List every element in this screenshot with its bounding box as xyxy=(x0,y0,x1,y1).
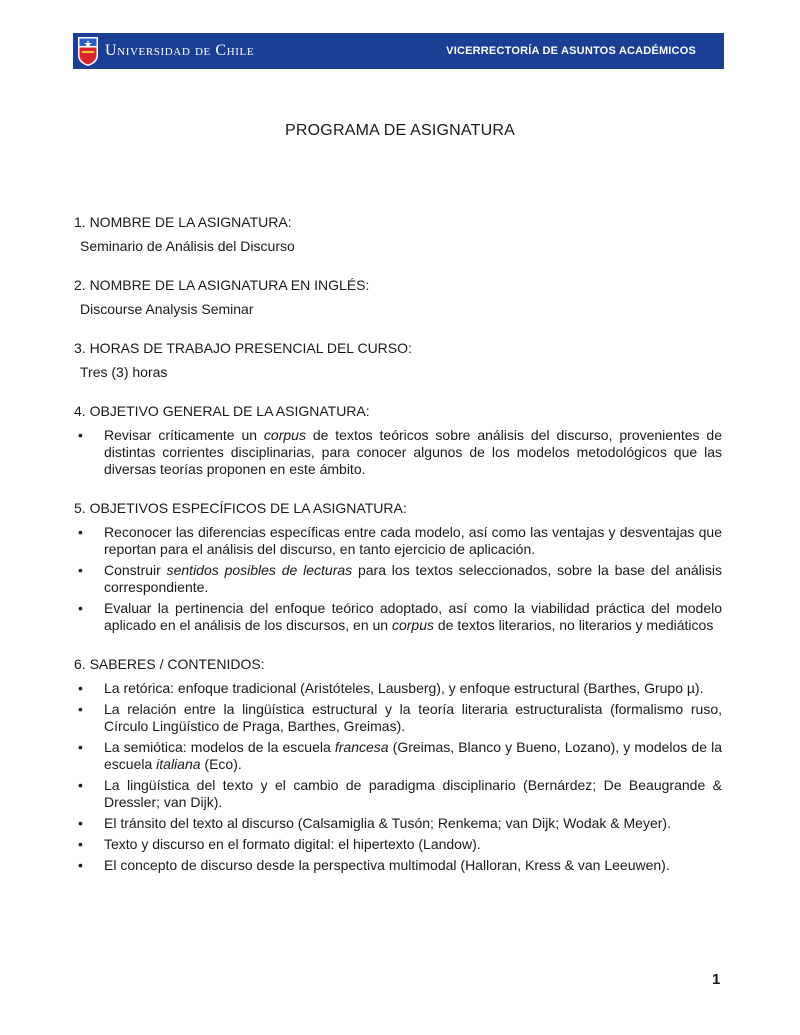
list-item: • El concepto de discurso desde la perspectiva multimodal (Halloran, Kress & van Leeuwen). xyxy=(78,857,670,873)
section-course-name xyxy=(74,214,722,255)
bullet-icon: • xyxy=(78,524,83,540)
section-heading: 2. NOMBRE DE LA ASIGNATURA EN INGLÉS: xyxy=(74,277,370,293)
list-item: • Reconocer las diferencias específicas entre cada modelo, así como las ventajas y desventajas que reportan para el análisis del discurso, en tanto ejercicio de aplicación. xyxy=(78,524,722,557)
list-item: • La lingüística del texto y el cambio de paradigma disciplinario (Bernárdez; De Beaugrande & Dressler; van Dijk). xyxy=(78,777,722,810)
list-item: • La retórica: enfoque tradicional (Aristóteles, Lausberg), y enfoque estructural (Barthes, Grupo µ). xyxy=(78,680,704,696)
course-name-english-value: Discourse Analysis Seminar xyxy=(80,301,254,317)
bullet-icon: • xyxy=(78,739,83,755)
section-course-name-english xyxy=(74,277,722,318)
section-heading: 1. NOMBRE DE LA ASIGNATURA: xyxy=(74,214,292,230)
list-item: • Construir sentidos posibles de lecturas para los textos seleccionados, sobre la base del análisis correspondiente. xyxy=(78,562,722,595)
section-heading: 4. OBJETIVO GENERAL DE LA ASIGNATURA: xyxy=(74,403,370,419)
list-item: • Evaluar la pertinencia del enfoque teórico adoptado, así como la viabilidad práctica del modelo aplicado en el análisis de los discursos, en un corpus de textos literarios, no literarios y mediáticos xyxy=(78,600,722,633)
contents-list xyxy=(74,680,722,874)
list-item: • La semiótica: modelos de la escuela francesa (Greimas, Blanco y Bueno, Lozano), y modelos de la escuela italiana (Eco). xyxy=(78,739,722,772)
section-heading: 5. OBJETIVOS ESPECÍFICOS DE LA ASIGNATURA: xyxy=(74,500,407,516)
bullet-icon: • xyxy=(78,836,83,852)
bullet-icon: • xyxy=(78,857,83,873)
university-crest-icon xyxy=(77,35,99,67)
list-item: • Revisar críticamente un corpus de textos teóricos sobre análisis del discurso, provenientes de distintas corrientes disciplinarias, para conocer algunos de los modelos metodológicos que las diversas teorías proponen en este ámbito. xyxy=(78,427,722,477)
list-item: • Texto y discurso en el formato digital: el hipertexto (Landow). xyxy=(78,836,481,852)
specific-objectives-list xyxy=(74,524,722,634)
university-name: Universidad de Chile xyxy=(105,42,255,59)
section-contact-hours xyxy=(74,340,722,381)
bullet-icon: • xyxy=(78,562,83,578)
document-body xyxy=(74,214,722,896)
bullet-icon: • xyxy=(78,600,83,616)
contact-hours-value: Tres (3) horas xyxy=(80,364,168,380)
section-general-objective xyxy=(74,403,722,478)
bullet-icon: • xyxy=(78,701,83,717)
bullet-icon: • xyxy=(78,427,83,443)
section-heading: 6. SABERES / CONTENIDOS: xyxy=(74,656,265,672)
list-item: • El tránsito del texto al discurso (Calsamiglia & Tusón; Renkema; van Dijk; Wodak & Meyer). xyxy=(78,815,671,831)
page-number: 1 xyxy=(712,971,721,988)
bullet-icon: • xyxy=(78,680,83,696)
general-objective-list xyxy=(74,427,722,478)
document-title: PROGRAMA DE ASIGNATURA xyxy=(285,122,515,139)
bullet-icon: • xyxy=(78,815,83,831)
section-contents xyxy=(74,656,722,874)
bullet-icon: • xyxy=(78,777,83,793)
section-specific-objectives xyxy=(74,500,722,634)
department-name: VICERRECTORÍA DE ASUNTOS ACADÉMICOS xyxy=(446,45,696,57)
section-heading: 3. HORAS DE TRABAJO PRESENCIAL DEL CURSO: xyxy=(74,340,412,356)
list-item: • La relación entre la lingüística estructural y la teoría literaria estructuralista (formalismo ruso, Círculo Lingüístico de Praga, Barthes, Greimas). xyxy=(78,701,722,734)
course-name-value: Seminario de Análisis del Discurso xyxy=(80,238,295,254)
header-banner xyxy=(73,33,724,69)
